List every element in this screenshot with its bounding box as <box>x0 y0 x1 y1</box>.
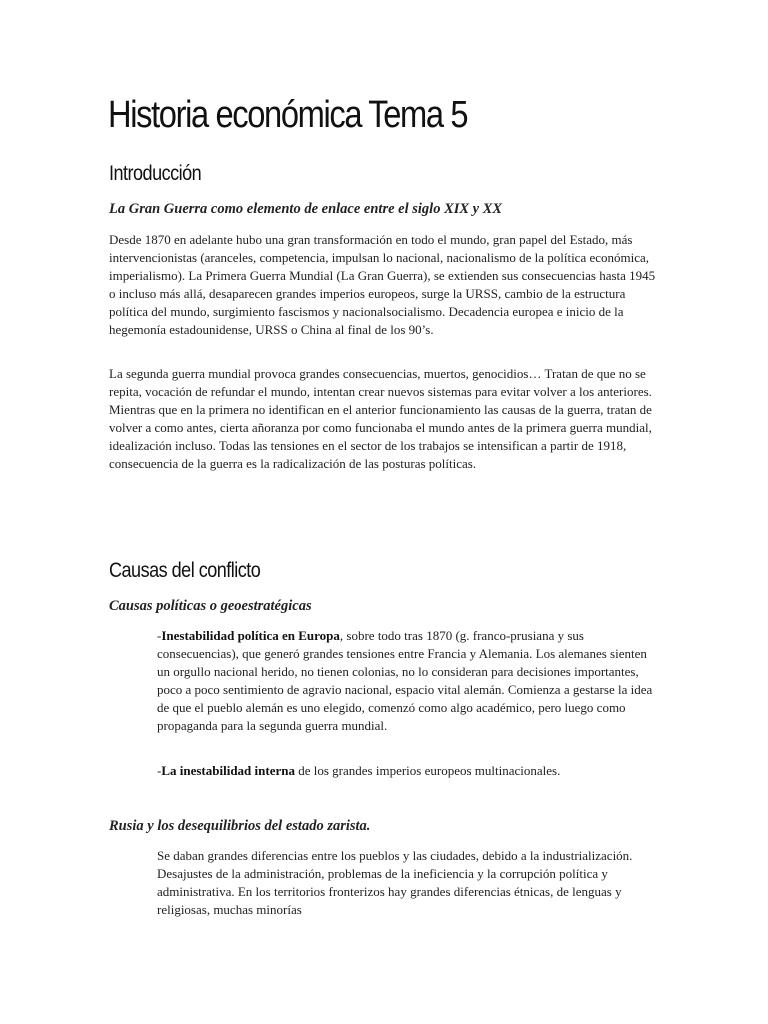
section-heading-introduccion: Introducción <box>109 162 202 185</box>
bold-term: La inestabilidad interna <box>161 763 295 778</box>
bold-term: Inestabilidad política en Europa <box>161 628 340 643</box>
list-item-inestabilidad-politica <box>157 627 657 735</box>
paragraph-rusia: Se daban grandes diferencias entre los pueblos y las ciudades, debido a la industrialización. Desajustes de la administración, problemas de la ineficiencia y la corrupción política y administrativa. En los territorios fronterizos hay grandes diferencias étnicas, de lenguas y religiosas, muchas minorías <box>157 848 633 917</box>
item-text: de los grandes imperios europeos multinacionales. <box>294 763 561 778</box>
item-text: , sobre todo tras 1870 (g. franco-prusiana y sus consecuencias), que generó grandes tensiones entre Francia y Alemania. Los alemanes sienten un orgullo nacional herido, no tienen colonias, no lo consideran para decisiones importantes, poco a poco sentimiento de agravio nacional, espacio vital alemán. Comienza a gestarse la idea de que el pueblo alemán es uno elegido, comenzó como algo académico, pero luego como propaganda para la segunda guerra mundial. <box>157 628 653 733</box>
section-heading-causas: Causas del conflicto <box>109 559 261 582</box>
paragraph-intro-2: La segunda guerra mundial provoca grandes consecuencias, muertos, genocidios… Tratan de que no se repita, vocación de refundar el mundo, intentan crear nuevos sistemas para evitar volver a los anteriores. Mientras que en la primera no identifican en el anterior funcionamiento las causas de la guerra, tratan de volver a como antes, cierta añoranza por como funcionaba el mundo antes de la primera guerra mundial, idealización incluso. Todas las tensiones en el sector de los trabajos se intensifican a partir de 1918, consecuencia de la guerra es la radicalización de las posturas políticas. <box>109 366 652 471</box>
paragraph-intro-1: Desde 1870 en adelante hubo una gran transformación en todo el mundo, gran papel del Estado, más intervencionistas (aranceles, competencia, impulsan lo nacional, nacionalismo de la política económica, imperialismo). La Primera Guerra Mundial (La Gran Guerra), se extienden sus consecuencias hasta 1945 o incluso más allá, desaparecen grandes imperios europeos, surge la URSS, cambio de la estructura política del mundo, surgimiento fascismos y nacionalsocialismo. Decadencia europea e inicio de la hegemonía estadounidense, URSS o China al final de los 90’s. <box>109 232 656 337</box>
item-prefix: - <box>157 763 162 778</box>
subheading-causas-politicas: Causas políticas o geoestratégicas <box>109 598 312 614</box>
subheading-gran-guerra: La Gran Guerra como elemento de enlace entre el siglo XIX y XX <box>109 201 503 217</box>
subheading-rusia: Rusia y los desequilibrios del estado zarista. <box>109 818 371 834</box>
item-prefix: - <box>157 628 162 643</box>
list-item-inestabilidad-interna <box>157 762 657 780</box>
document-title: Historia económica Tema 5 <box>108 94 468 136</box>
